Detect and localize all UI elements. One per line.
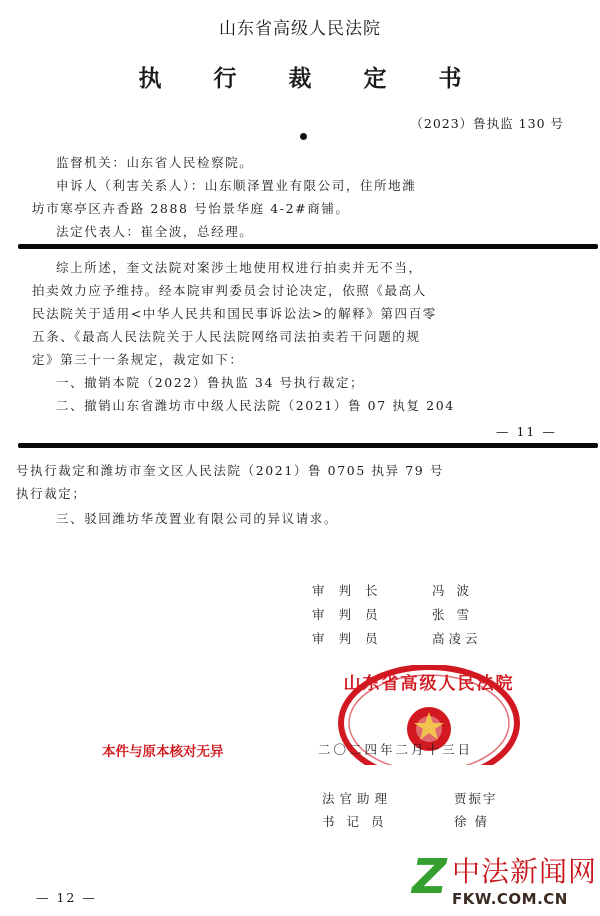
body-line: 民法院关于适用<中华人民共和国民事诉讼法>的解释》第四百零 bbox=[32, 306, 437, 321]
signature-role: 法官助理 bbox=[322, 791, 393, 806]
watermark-url: FKW.COM.CN bbox=[452, 890, 568, 908]
body-line: 拍卖效力应予维持。经本院审判委员会讨论决定，依照《最高人 bbox=[32, 283, 427, 298]
center-dot bbox=[300, 133, 307, 140]
signature-name: 高凌云 bbox=[432, 631, 482, 646]
signature-name: 冯 波 bbox=[432, 583, 473, 598]
ruling-date: 二〇二四年二月十三日 bbox=[318, 742, 474, 757]
document-title: 执 行 裁 定 书 bbox=[138, 65, 484, 92]
court-name: 山东省高级人民法院 bbox=[219, 19, 381, 39]
ruling-item-1: 一、撤销本院（2022）鲁执监 34 号执行裁定； bbox=[56, 375, 365, 390]
signature-judge bbox=[312, 605, 473, 623]
verification-stamp: 本件与原本核对无异 bbox=[102, 744, 224, 760]
signature-role: 审判员 bbox=[312, 607, 392, 622]
body-line: 定》第三十一条规定，裁定如下： bbox=[32, 352, 244, 367]
signature-name: 张 雪 bbox=[432, 607, 473, 622]
case-number: （2023）鲁执监 130 号 bbox=[410, 116, 564, 131]
appellant-line: 申诉人（利害关系人）：山东顺泽置业有限公司，住所地潍 bbox=[56, 178, 417, 193]
body-line: 号执行裁定和潍坊市奎文区人民法院（2021）鲁 0705 执异 79 号 bbox=[16, 463, 445, 478]
page-cut-divider bbox=[18, 443, 598, 448]
signature-judge-assistant bbox=[322, 789, 498, 807]
signature-name: 贾振宇 bbox=[454, 791, 498, 806]
watermark-logo: Z bbox=[412, 849, 447, 905]
ruling-item-3: 三、驳回潍坊华茂置业有限公司的异议请求。 bbox=[56, 511, 339, 526]
signature-judge bbox=[312, 629, 482, 647]
signature-role: 审判长 bbox=[312, 583, 392, 598]
page-number-12: — 12 — bbox=[36, 890, 97, 905]
signature-role: 书记员 bbox=[322, 814, 396, 829]
ruling-item-2: 二、撤销山东省潍坊市中级人民法院（2021）鲁 07 执复 204 bbox=[56, 398, 455, 413]
page-cut-divider bbox=[18, 244, 598, 249]
signature-role: 审判员 bbox=[312, 631, 392, 646]
watermark-name: 中法新闻网 bbox=[452, 855, 598, 888]
body-line: 五条、《最高人民法院关于人民法院网络司法拍卖若干问题的规 bbox=[32, 329, 421, 344]
signature-clerk bbox=[322, 812, 489, 830]
signature-presiding-judge bbox=[312, 581, 473, 599]
body-line: 执行裁定； bbox=[16, 486, 87, 501]
page-number-11: — 11 — bbox=[496, 424, 557, 439]
seal-text: 山东省高级人民法院 bbox=[343, 674, 515, 694]
signature-name: 徐 倩 bbox=[454, 814, 489, 829]
legal-rep-line: 法定代表人：崔全波，总经理。 bbox=[56, 224, 254, 239]
body-line: 综上所述，奎文法院对案涉土地使用权进行拍卖并无不当， bbox=[56, 260, 423, 275]
appellant-address-line: 坊市寒亭区卉香路 2888 号怡景华庭 4-2#商铺。 bbox=[32, 201, 350, 216]
supervisory-organ-line: 监督机关：山东省人民检察院。 bbox=[56, 155, 254, 170]
